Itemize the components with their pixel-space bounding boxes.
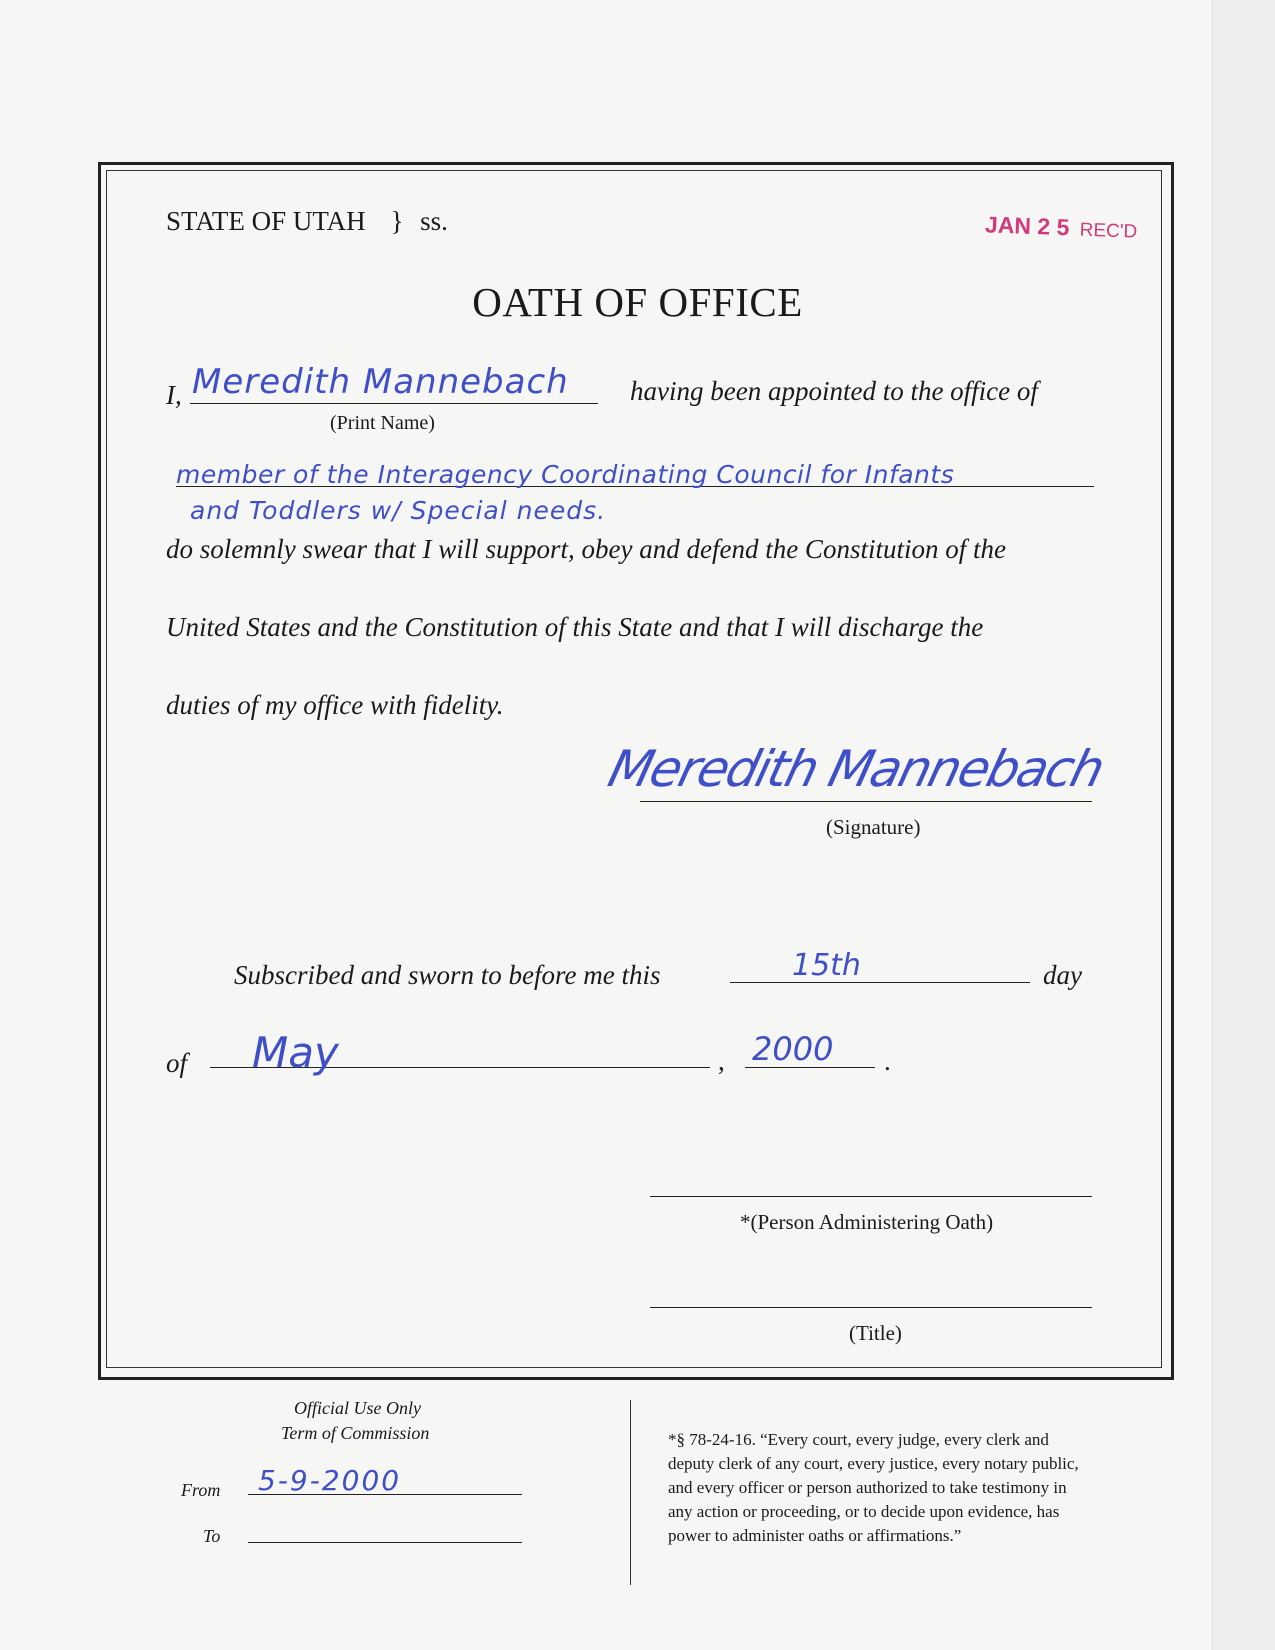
footnote-line: *§ 78-24-16. “Every court, every judge, every clerk and [668, 1430, 1049, 1449]
day-handwriting: 15th [792, 948, 861, 983]
office-handwriting-line1: member of the Interagency Coordinating Council for Infants [176, 460, 955, 489]
signature-handwriting: Meredith Mannebach [602, 740, 1109, 798]
ss-label: ss. [420, 206, 448, 236]
oath-body-line3: duties of my office with fidelity. [166, 690, 504, 720]
oath-body-line2: United States and the Constitution of this State and that I will discharge the [166, 612, 984, 642]
day-line [730, 982, 1030, 983]
title-caption: (Title) [849, 1321, 902, 1345]
year-handwriting: 2000 [752, 1030, 834, 1068]
state-name: STATE OF UTAH [166, 206, 366, 236]
office-handwriting-line2: and Toddlers w/ Special needs. [190, 496, 607, 525]
day-label: day [1043, 960, 1082, 990]
to-line [248, 1542, 522, 1543]
state-heading [166, 206, 448, 237]
oath-body-line1: do solemnly swear that I will support, obey and defend the Constitution of the [166, 534, 1006, 564]
from-label: From [181, 1480, 221, 1500]
appointed-text: having been appointed to the office of [630, 376, 1038, 406]
page-edge [1212, 0, 1275, 1650]
title-line [650, 1307, 1092, 1308]
official-use-heading: Official Use Only [294, 1398, 421, 1418]
stamp-recd: REC'D [1079, 219, 1138, 243]
oath-prefix: I, [166, 380, 182, 410]
administrator-caption: *(Person Administering Oath) [740, 1210, 994, 1234]
footnote-line: and every officer or person authorized to take testimony in [668, 1478, 1067, 1497]
to-label: To [203, 1526, 221, 1546]
stamp-date: JAN 2 5 [984, 211, 1070, 241]
date-comma: , [718, 1046, 725, 1076]
administrator-line [650, 1196, 1092, 1197]
subscribed-text: Subscribed and sworn to before me this [234, 960, 661, 990]
of-label: of [166, 1048, 188, 1078]
footer-divider [630, 1400, 631, 1585]
page-title: OATH OF OFFICE [472, 279, 803, 325]
footnote-line: power to administer oaths or affirmations.” [668, 1526, 962, 1545]
statute-footnote [668, 1428, 1079, 1548]
from-handwriting: 5-9-2000 [258, 1464, 402, 1497]
received-stamp [985, 211, 1138, 243]
term-of-commission: Term of Commission [281, 1423, 430, 1443]
month-handwriting: May [252, 1028, 339, 1077]
print-name-caption: (Print Name) [330, 412, 435, 434]
footnote-line: any action or proceeding, or to decide upon evidence, has [668, 1502, 1060, 1521]
date-period: . [884, 1046, 891, 1076]
printed-name-handwriting: Meredith Mannebach [192, 362, 569, 402]
print-name-line [190, 403, 598, 404]
footnote-line: deputy clerk of any court, every justice, every notary public, [668, 1454, 1079, 1473]
brace: } [390, 206, 404, 236]
signature-line [640, 801, 1092, 802]
signature-caption: (Signature) [826, 815, 921, 839]
